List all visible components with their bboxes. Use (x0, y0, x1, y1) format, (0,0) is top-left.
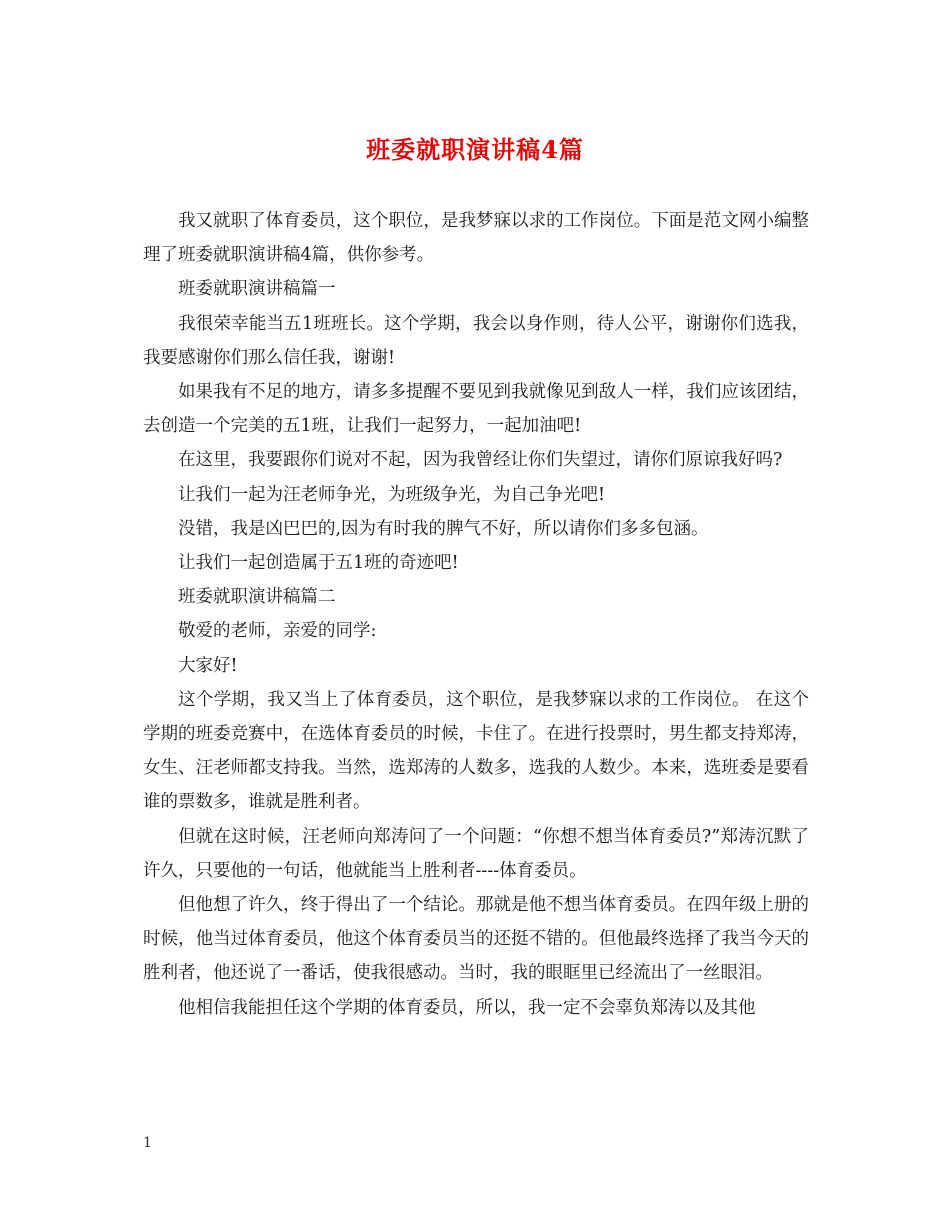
paragraph: 我又就职了体育委员，这个职位，是我梦寐以求的工作岗位。下面是范文网小编整理了班委就职演讲稿4篇，供你参考。 (143, 211, 809, 266)
salutation: 敬爱的老师，亲爱的同学: (178, 621, 377, 642)
section-heading: 班委就职演讲稿篇二 (178, 587, 336, 608)
paragraph: 没错，我是凶巴巴的,因为有时我的脾气不好，所以请你们多多包涵。 (178, 518, 709, 539)
page-number: 1 (143, 1135, 152, 1151)
paragraph: 我很荣幸能当五1班班长。这个学期，我会以身作则，待人公平，谢谢你们选我，我要感谢你们那么信任我，谢谢! (143, 313, 809, 368)
paragraph: 他相信我能担任这个学期的体育委员，所以，我一定不会辜负郑涛以及其他 (178, 997, 756, 1018)
greeting: 大家好! (178, 655, 238, 676)
document-body (143, 204, 809, 1025)
section-heading: 班委就职演讲稿篇一 (178, 279, 336, 300)
document-title: 班委就职演讲稿4篇 (366, 135, 584, 164)
paragraph: 让我们一起为汪老师争光，为班级争光，为自己争光吧! (178, 484, 606, 505)
paragraph: 在这里，我要跟你们说对不起，因为我曾经让你们失望过，请你们原谅我好吗? (178, 450, 783, 471)
paragraph: 如果我有不足的地方，请多多提醒不要见到我就像见到敌人一样，我们应该团结，去创造一个完美的五1班，让我们一起努力，一起加油吧! (143, 382, 809, 437)
paragraph: 但就在这时候，汪老师向郑涛问了一个问题：“你想不想当体育委员?”郑涛沉默了许久，只要他的一句话，他就能当上胜利者----体育委员。 (143, 826, 809, 881)
paragraph: 但他想了许久，终于得出了一个结论。那就是他不想当体育委员。在四年级上册的时候，他当过体育委员，他这个体育委员当的还挺不错的。但他最终选择了我当今天的胜利者，他还说了一番话，使我很感动。当时，我的眼眶里已经流出了一丝眼泪。 (143, 895, 809, 984)
paragraph: 这个学期，我又当上了体育委员，这个职位，是我梦寐以求的工作岗位。 在这个学期的班委竞赛中，在选体育委员的时候，卡住了。在进行投票时，男生都支持郑涛，女生、汪老师都支持我。当然，选郑涛的人数多，选我的人数少。本来，选班委是要看谁的票数多，谁就是胜利者。 (143, 689, 809, 813)
paragraph: 让我们一起创造属于五1班的奇迹吧! (178, 553, 459, 574)
